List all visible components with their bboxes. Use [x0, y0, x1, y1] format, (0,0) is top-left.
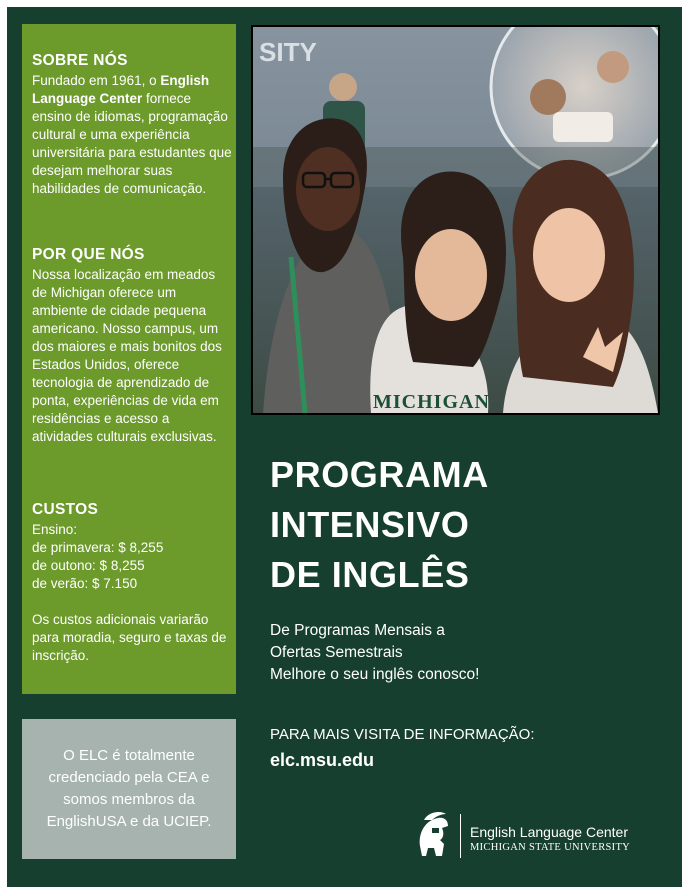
title-line: DE INGLÊS — [270, 554, 470, 595]
tagline-line: Ofertas Semestrais — [270, 644, 403, 661]
costs-heading: CUSTOS — [32, 501, 99, 518]
costs-line: de primavera: $ 8,255 — [32, 540, 164, 555]
about-text: Fundado em 1961, o English Language Center fornece ensino de idiomas, programação cultural e uma experiência universitária para estudantes que desejam melhorar suas habilidades de comunicação. — [32, 73, 232, 196]
why-section — [32, 246, 232, 446]
about-section — [32, 52, 232, 198]
logo-university-name: MICHIGAN STATE UNIVERSITY — [470, 842, 631, 853]
costs-line: Ensino: — [32, 522, 78, 537]
tagline — [270, 620, 479, 686]
students-photo — [251, 25, 660, 415]
students-photo-illustration — [253, 27, 658, 413]
costs-line: de verão: $ 7.150 — [32, 576, 138, 591]
msu-elc-logo — [414, 810, 664, 862]
shirt-text: MICHIGAN — [373, 391, 490, 413]
why-heading: POR QUE NÓS — [32, 246, 145, 263]
program-title — [270, 450, 630, 600]
costs-line: de outono: $ 8,255 — [32, 558, 145, 573]
about-org-name: English Language Center — [32, 73, 210, 106]
banner-text: SITY — [259, 37, 317, 67]
why-text: Nossa localização em meados de Michigan oferece um ambiente de cidade pequena americano. Nosso campus, um dos maiores e mais bonitos dos Estados Unidos, oferece tecnologia de aprendizado de ponta, experiências de vida em residências e acesso a atividades culturais exclusivas. — [32, 267, 222, 444]
about-heading: SOBRE NÓS — [32, 52, 128, 69]
info-label: PARA MAIS VISITA DE INFORMAÇÃO: — [270, 726, 535, 743]
tagline-line: De Programas Mensais a — [270, 622, 445, 639]
costs-section — [32, 501, 232, 665]
accreditation-box — [22, 719, 236, 859]
spartan-helmet-icon — [414, 810, 454, 862]
tagline-line: Melhore o seu inglês conosco! — [270, 666, 480, 683]
more-info — [270, 725, 535, 770]
title-line: PROGRAMA — [270, 454, 489, 495]
info-sidebar — [22, 24, 236, 694]
accreditation-text: O ELC é totalmente credenciado pela CEA e somos membros da EnglishUSA e da UCIEP. — [46, 747, 212, 830]
logo-center-name: English Language Center — [470, 824, 629, 840]
logo-divider — [460, 814, 461, 858]
title-line: INTENSIVO — [270, 504, 470, 545]
costs-note: Os custos adicionais variarão para moradia, seguro e taxas de inscrição. — [32, 612, 227, 663]
website-link[interactable]: elc.msu.edu — [270, 750, 375, 770]
